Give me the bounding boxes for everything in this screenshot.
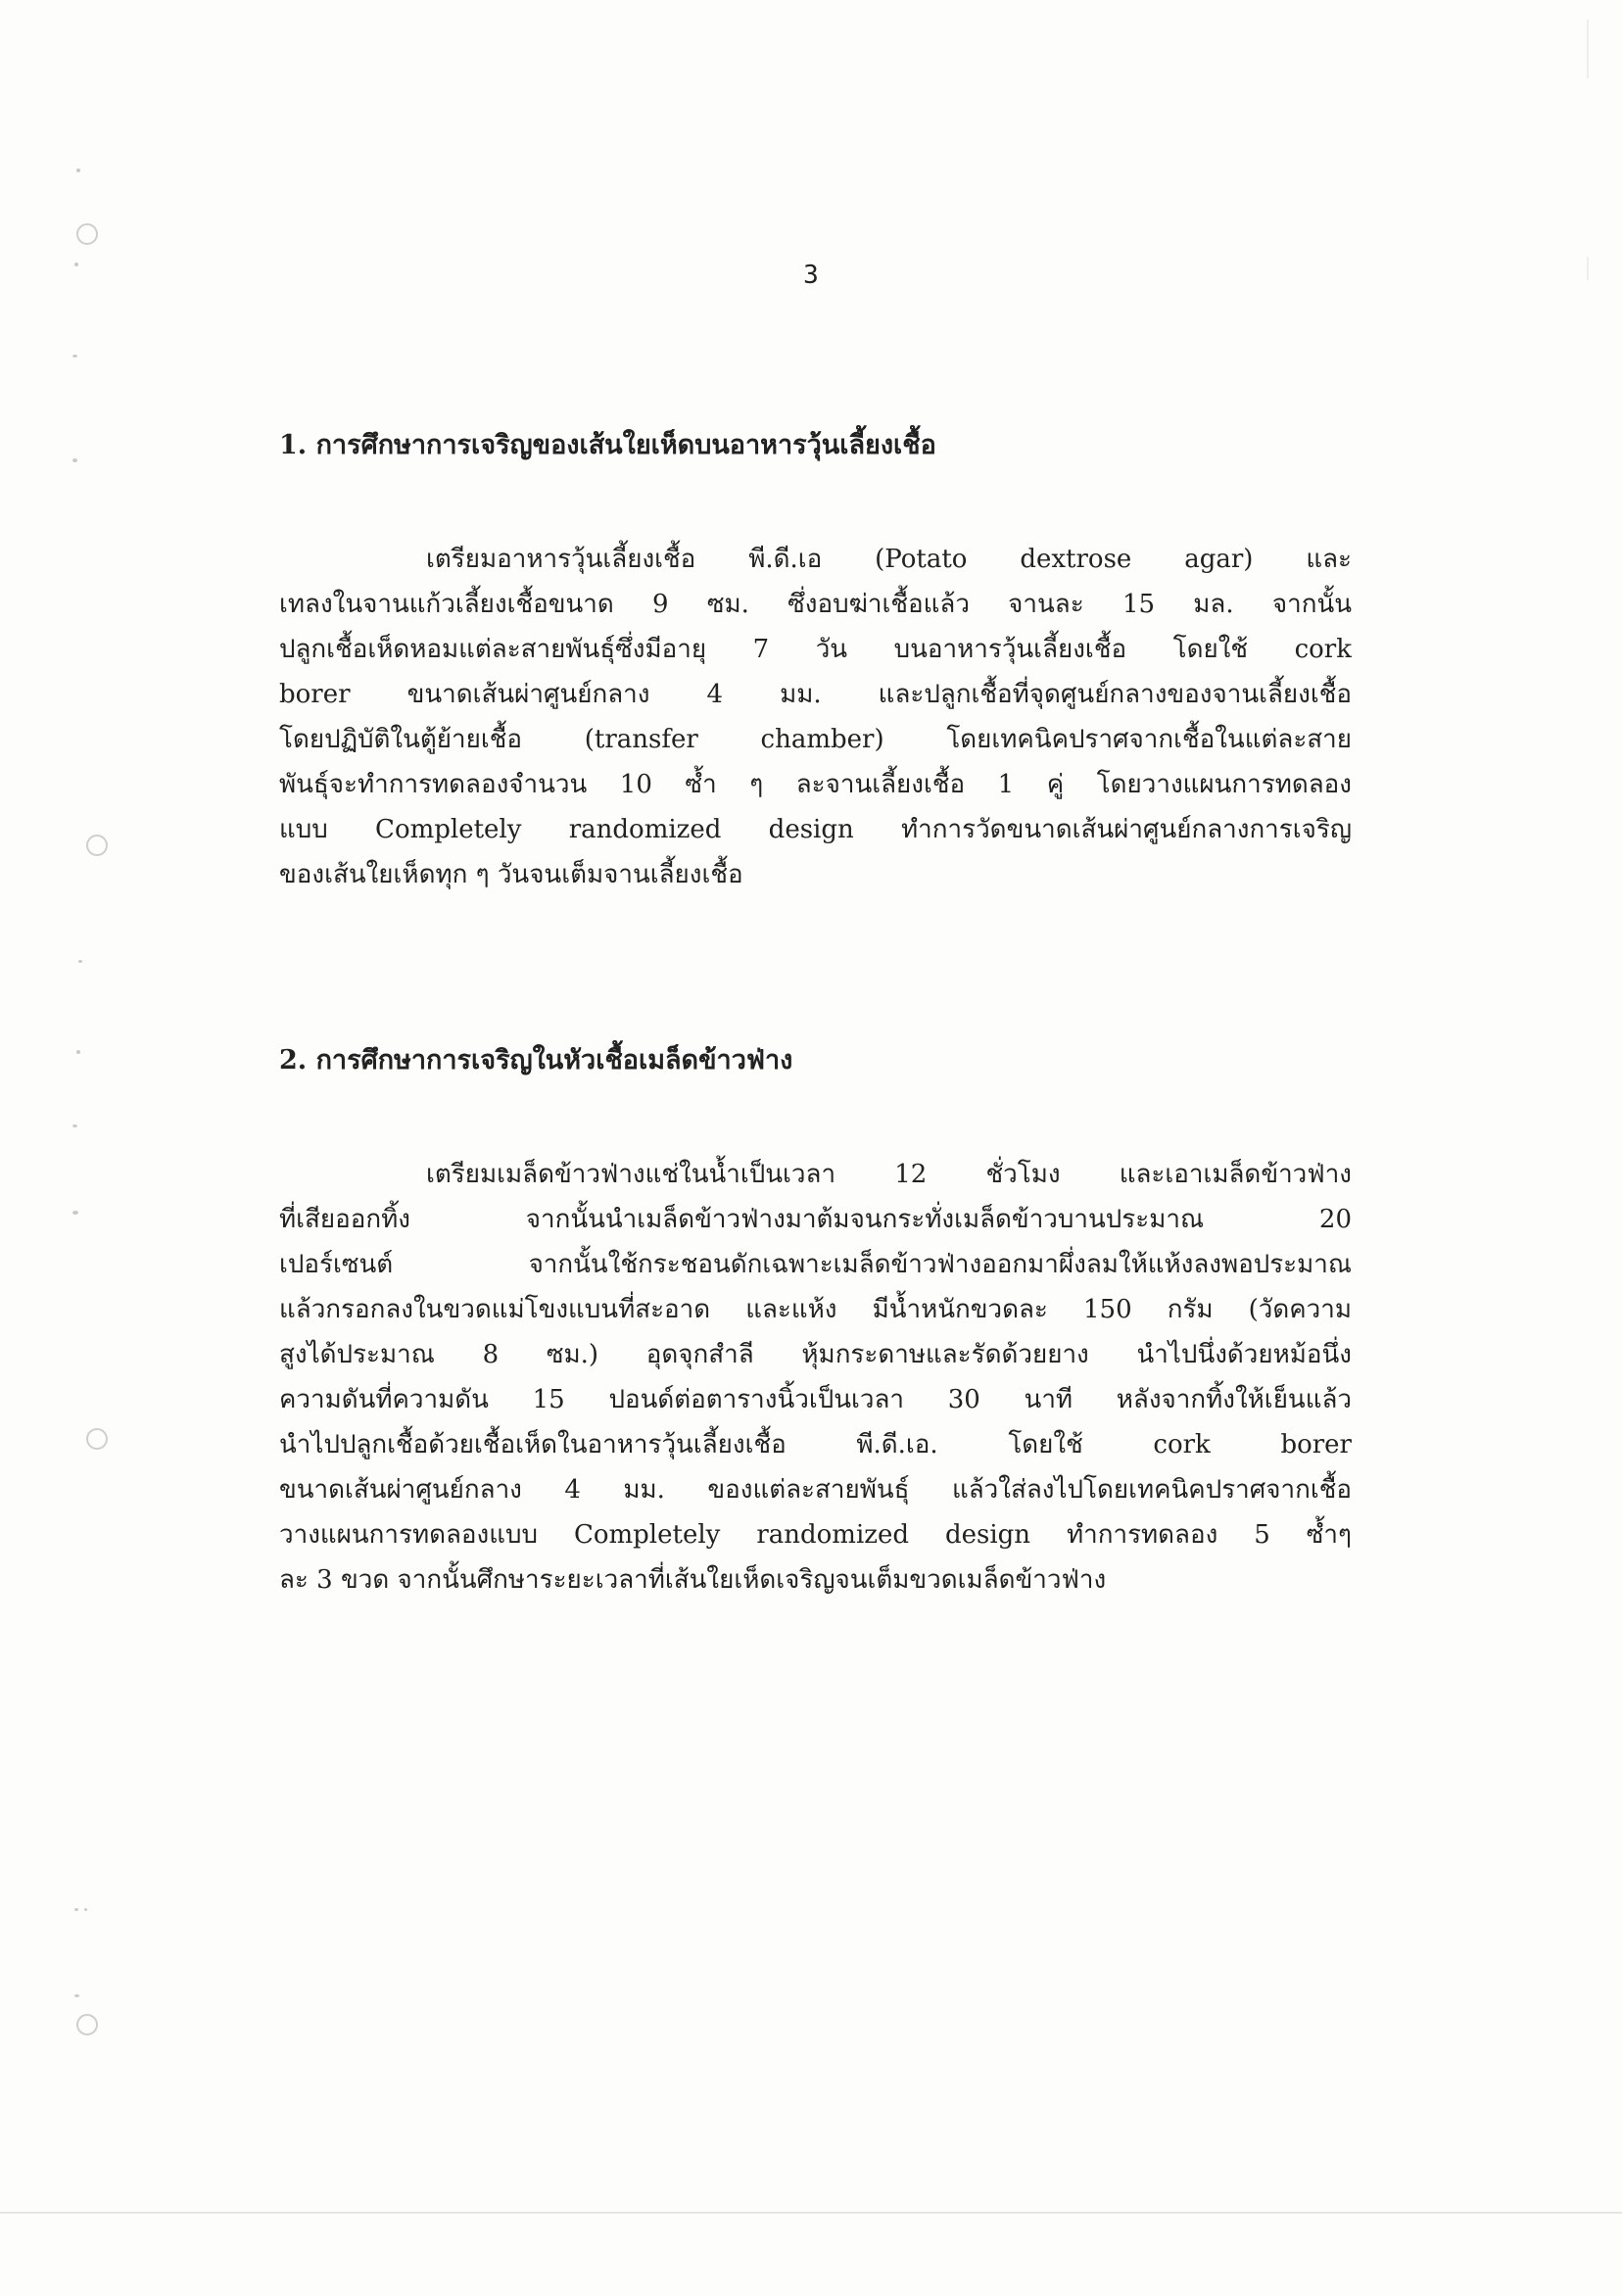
paragraph-line: ของเส้นใยเห็ดทุก ๆ วันจนเต็มจานเลี้ยงเชื้อ — [279, 860, 743, 889]
scan-punch-hole — [76, 2014, 98, 2035]
scan-speck — [84, 1908, 87, 1911]
scan-speck — [78, 960, 82, 963]
paragraph-line: นำไปปลูกเชื้อด้วยเชื้อเห็ดในอาหารวุ้นเลี้ยงเชื้อ พี.ดี.เอ. โดยใช้ cork borer — [279, 1430, 1352, 1459]
paragraph-line: พันธุ์จะทำการทดลองจำนวน 10 ซ้ำ ๆ ละจานเลี้ยงเชื้อ 1 คู่ โดยวางแผนการทดลอง — [279, 770, 1352, 799]
section-2-paragraph — [279, 1152, 1352, 1602]
page-number: 3 — [803, 261, 819, 290]
scan-speck — [72, 1124, 77, 1127]
paragraph-line: วางแผนการทดลองแบบ Completely randomized design ทำการทดลอง 5 ซ้ำๆ — [279, 1520, 1352, 1550]
scan-speck — [72, 1211, 78, 1215]
paragraph-line: ที่เสียออกทิ้ง จากนั้นนำเมล็ดข้าวฟ่างมาต้มจนกระทั่งเมล็ดข้าวบานประมาณ 20 — [279, 1205, 1352, 1234]
paragraph-line: แบบ Completely randomized design ทำการวัดขนาดเส้นผ่าศูนย์กลางการเจริญ — [279, 815, 1352, 844]
scan-punch-hole — [86, 835, 108, 856]
paragraph-line: เตรียมเมล็ดข้าวฟ่างแช่ในน้ำเป็นเวลา 12 ชั่วโมง และเอาเมล็ดข้าวฟ่าง — [426, 1160, 1352, 1189]
section-heading-2: 2. การศึกษาการเจริญในหัวเชื้อเมล็ดข้าวฟ่าง — [279, 1045, 793, 1076]
scan-bottom-edge — [0, 2212, 1622, 2214]
scan-speck — [72, 458, 77, 462]
paragraph-line: เทลงในจานแก้วเลี้ยงเชื้อขนาด 9 ซม. ซึ่งอบฆ่าเชื้อแล้ว จานละ 15 มล. จากนั้น — [279, 590, 1352, 619]
paragraph-line: ละ 3 ขวด จากนั้นศึกษาระยะเวลาที่เส้นใยเห็ดเจริญจนเต็มขวดเมล็ดข้าวฟ่าง — [279, 1565, 1107, 1595]
paragraph-line: ความดันที่ความดัน 15 ปอนด์ต่อตารางนิ้วเป็นเวลา 30 นาที หลังจากทิ้งให้เย็นแล้ว — [279, 1385, 1352, 1414]
scan-punch-hole — [86, 1428, 108, 1450]
paragraph-line: สูงได้ประมาณ 8 ซม.) อุดจุกสำลี หุ้มกระดาษและรัดด้วยยาง นำไปนึ่งด้วยหม้อนึ่ง — [279, 1340, 1352, 1369]
section-1-paragraph — [279, 537, 1352, 897]
paragraph-line: ปลูกเชื้อเห็ดหอมแต่ละสายพันธุ์ซึ่งมีอายุ 7 วัน บนอาหารวุ้นเลี้ยงเชื้อ โดยใช้ cork — [279, 635, 1352, 664]
paragraph-line: ขนาดเส้นผ่าศูนย์กลาง 4 มม. ของแต่ละสายพันธุ์ แล้วใส่ลงไปโดยเทคนิคปราศจากเชื้อ — [279, 1475, 1352, 1505]
scan-speck — [76, 168, 80, 172]
paragraph-line: เปอร์เซนต์ จากนั้นใช้กระชอนดักเฉพาะเมล็ดข้าวฟ่างออกมาผึ่งลมให้แห้งลงพอประมาณ — [279, 1250, 1352, 1279]
section-heading-1: 1. การศึกษาการเจริญของเส้นใยเห็ดบนอาหารวุ้นเลี้ยงเชื้อ — [279, 430, 936, 460]
scan-speck — [74, 1908, 78, 1911]
scan-speck — [72, 355, 77, 358]
paragraph-line: borer ขนาดเส้นผ่าศูนย์กลาง 4 มม. และปลูกเชื้อที่จุดศูนย์กลางของจานเลี้ยงเชื้อ — [279, 680, 1352, 709]
scan-speck — [1587, 20, 1589, 78]
scan-speck — [76, 1050, 80, 1054]
paragraph-line: เตรียมอาหารวุ้นเลี้ยงเชื้อ พี.ดี.เอ (Potato dextrose agar) และ — [426, 545, 1352, 574]
scan-speck — [74, 1994, 79, 1997]
paragraph-line: โดยปฏิบัติในตู้ย้ายเชื้อ (transfer chamber) โดยเทคนิคปราศจากเชื้อในแต่ละสาย — [279, 725, 1352, 754]
paragraph-line: แล้วกรอกลงในขวดแม่โขงแบนที่สะอาด และแห้ง มีน้ำหนักขวดละ 150 กรัม (วัดความ — [279, 1295, 1352, 1324]
scan-punch-hole — [76, 223, 98, 245]
